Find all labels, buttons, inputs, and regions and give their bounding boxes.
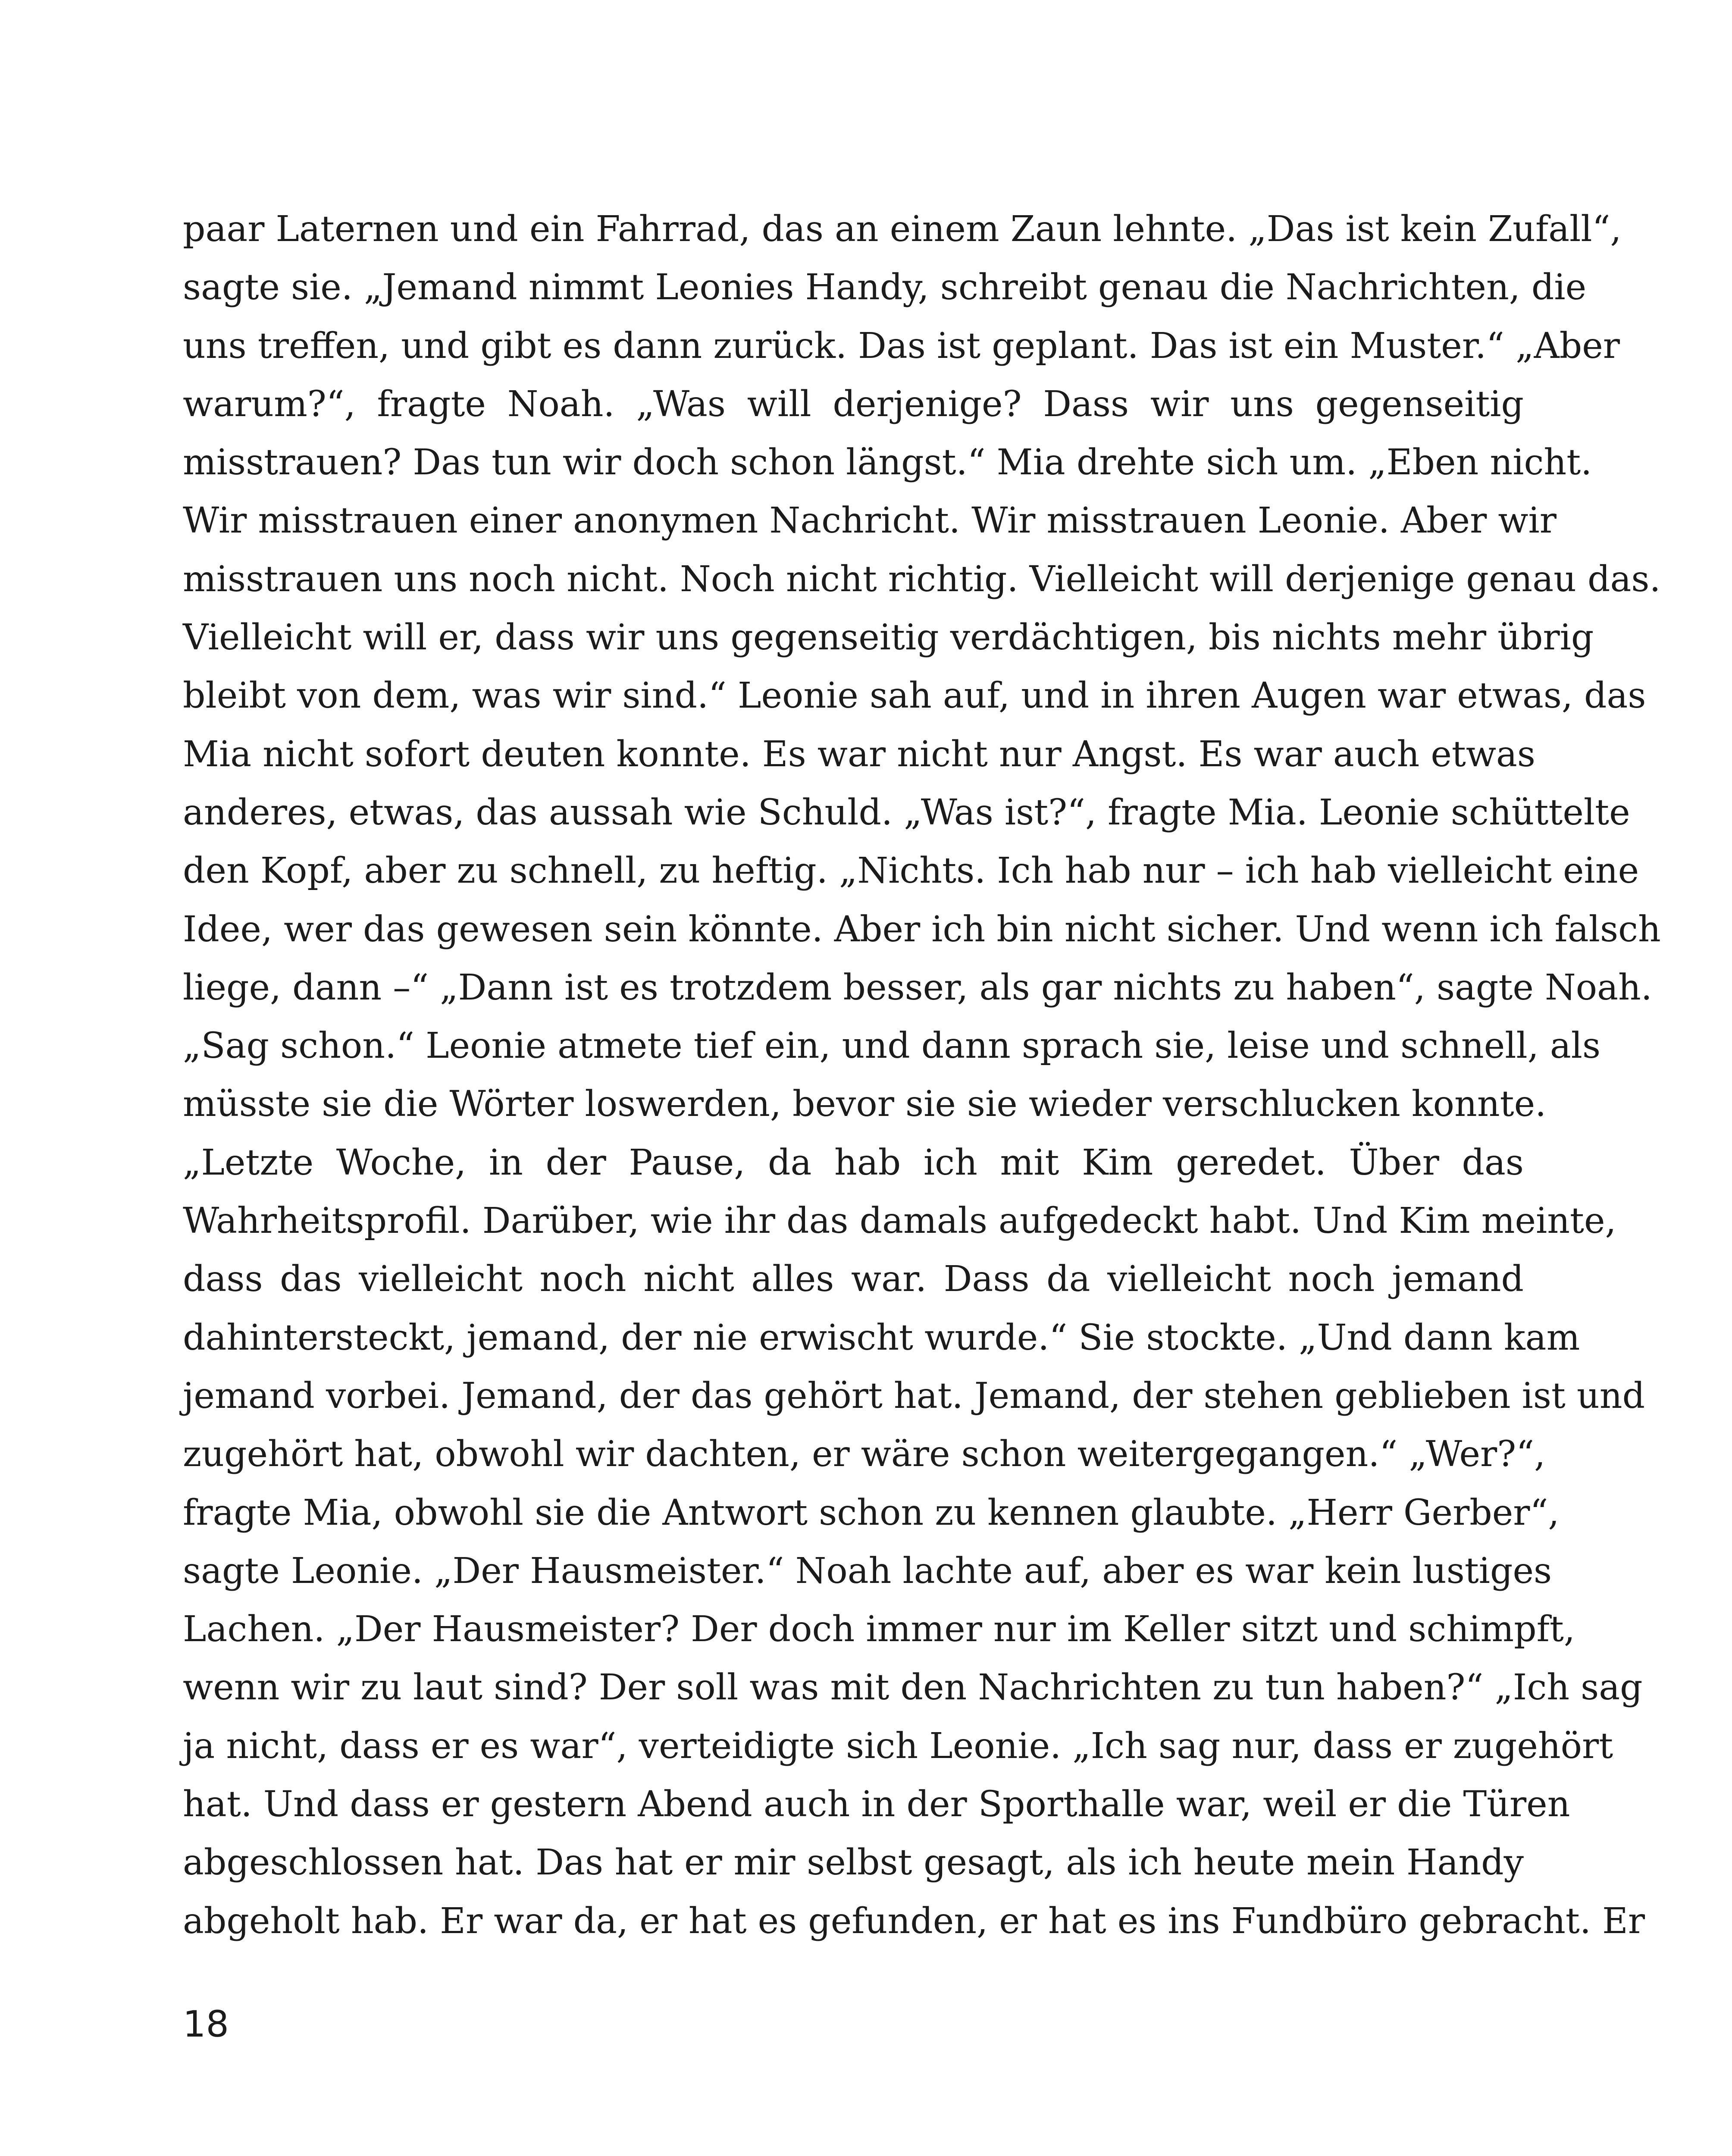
text-line: fragte Mia, obwohl sie die Antwort schon zu kennen glaubte. „Herr Gerber“, [183,1492,1560,1533]
text-line: den Kopf, aber zu schnell, zu heftig. „Nichts. Ich hab nur – ich hab vielleicht eine [183,850,1639,892]
text-line: anderes, etwas, das aussah wie Schuld. „Was ist?“, fragte Mia. Leonie schüttelte [183,792,1630,833]
text-line: abgeholt hab. Er war da, er hat es gefunden, er hat es ins Fundbüro gebracht. Er [183,1900,1645,1942]
text-line: Lachen. „Der Hausmeister? Der doch immer nur im Keller sitzt und schimpft, [183,1609,1575,1650]
text-line: Vielleicht will er, dass wir uns gegenseitig verdächtigen, bis nichts mehr übrig [183,617,1594,658]
text-line: uns treffen, und gibt es dann zurück. Das ist geplant. Das ist ein Muster.“ „Aber [183,325,1620,367]
text-line: Mia nicht sofort deuten konnte. Es war nicht nur Angst. Es war auch etwas [183,733,1535,775]
text-line: Wahrheitsprofil. Darüber, wie ihr das damals aufgedeckt habt. Und Kim meinte, [183,1200,1616,1242]
text-line: „Letzte Woche, in der Pause, da hab ich mit Kim geredet. Über das [183,1142,1524,1183]
text-line: dahintersteckt, jemand, der nie erwischt wurde.“ Sie stockte. „Und dann kam [183,1317,1580,1358]
text-line: liege, dann –“ „Dann ist es trotzdem besser, als gar nichts zu haben“, sagte Noah. [183,967,1652,1008]
text-line: hat. Und dass er gestern Abend auch in der Sporthalle war, weil er die Türen [183,1784,1570,1825]
text-line: sagte sie. „Jemand nimmt Leonies Handy, schreibt genau die Nachrichten, die [183,267,1587,308]
page-number: 18 [183,2003,229,2045]
text-line: sagte Leonie. „Der Hausmeister.“ Noah lachte auf, aber es war kein lustiges [183,1550,1552,1592]
text-line: Wir misstrauen einer anonymen Nachricht. Wir misstrauen Leonie. Aber wir [183,500,1557,542]
text-line: bleibt von dem, was wir sind.“ Leonie sah auf, und in ihren Augen war etwas, das [183,675,1646,717]
text-line: Idee, wer das gewesen sein könnte. Aber ich bin nicht sicher. Und wenn ich falsch [183,909,1661,950]
text-line: jemand vorbei. Jemand, der das gehört hat. Jemand, der stehen geblieben ist und [183,1375,1645,1416]
text-line: zugehört hat, obwohl wir dachten, er wäre schon weitergegangen.“ „Wer?“, [183,1434,1546,1475]
text-line: ja nicht, dass er es war“, verteidigte sich Leonie. „Ich sag nur, dass er zugehört [183,1725,1613,1767]
text-line: wenn wir zu laut sind? Der soll was mit den Nachrichten zu tun haben?“ „Ich sag [183,1667,1643,1708]
text-line: abgeschlossen hat. Das hat er mir selbst gesagt, als ich heute mein Handy [183,1842,1524,1883]
text-line: „Sag schon.“ Leonie atmete tief ein, und dann sprach sie, leise und schnell, als [183,1025,1601,1067]
body-text [183,200,1661,1950]
text-line: dass das vielleicht noch nicht alles war. Dass da vielleicht noch jemand [183,1259,1524,1300]
text-line: paar Laternen und ein Fahrrad, das an einem Zaun lehnte. „Das ist kein Zufall“, [183,209,1622,250]
text-line: misstrauen uns noch nicht. Noch nicht richtig. Vielleicht will derjenige genau das. [183,558,1661,600]
text-line: müsste sie die Wörter loswerden, bevor sie sie wieder verschlucken konnte. [183,1084,1547,1125]
text-line: misstrauen? Das tun wir doch schon längst.“ Mia drehte sich um. „Eben nicht. [183,442,1592,483]
text-line: warum?“, fragte Noah. „Was will derjenige? Dass wir uns gegenseitig [183,383,1524,425]
